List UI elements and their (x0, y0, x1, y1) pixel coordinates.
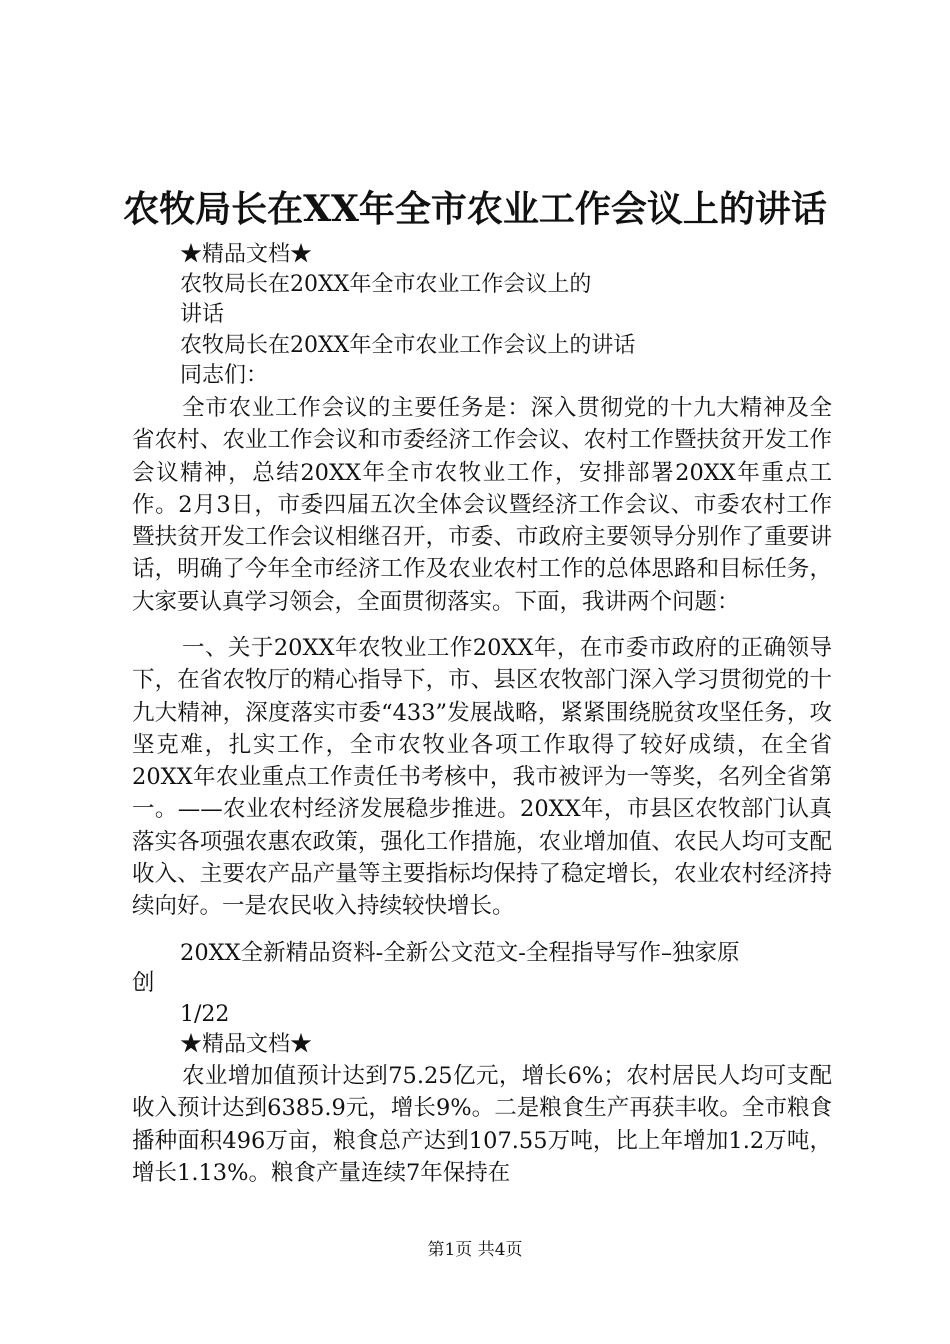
paragraph-statistics: 农业增加值预计达到75.25亿元，增长6%；农村居民人均可支配收入预计达到6385.9元，增长9%。二是粮食生产再获丰收。全市粮食播种面积496万亩，粮食总产达到107.55万吨，比上年增加1.2万吨，增长1.13%。粮食产量连续7年保持在 (132, 1063, 832, 1186)
paragraph-intro: 全市农业工作会议的主要任务是：深入贯彻党的十九大精神及全省农村、农业工作会议和市委经济工作会议、农村工作暨扶贫开发工作会议精神，总结20XX年全市农牧业工作，安排部署20XX年重点工作。2月3日，市委四届五次全体会议暨经济工作会议、市委农村工作暨扶贫开发工作会议相继召开，市委、市政府主要领导分别作了重要讲话，明确了今年全市经济工作及农业农村工作的总体思路和目标任务，大家要认真学习领会，全面贯彻落实。下面，我讲两个问题： (132, 395, 832, 615)
page-marker: 1/22 (180, 1002, 230, 1027)
premium-badge: ★精品文档★ (180, 242, 313, 267)
page-footer: 第1页 共4页 (427, 1240, 523, 1260)
subtitle-full: 农牧局长在20XX年全市农业工作会议上的讲话 (180, 333, 636, 358)
promo-line-1: 20XX全新精品资料-全新公文范文-全程指导写作–独家原 (180, 940, 740, 966)
salutation: 同志们： (180, 363, 269, 388)
document-title: 农牧局长在XX年全市农业工作会议上的讲话 (123, 188, 827, 230)
paragraph-section-one: 一、关于20XX年农牧业工作20XX年，在市委市政府的正确领导下，在省农牧厅的精心指导下，市、县区农牧部门深入学习贯彻党的十九大精神，深度落实市委“433”发展战略，紧紧围绕脱贫攻坚任务，攻坚克难，扎实工作，全市农牧业各项工作取得了较好成绩，在全省20XX年农业重点工作责任书考核中，我市被评为一等奖，名列全省第一。——农业农村经济发展稳步推进。20XX年，市县区农牧部门认真落实各项强农惠农政策，强化工作措施，农业增加值、农民人均可支配收入、主要农产品产量等主要指标均保持了稳定增长，农业农村经济持续向好。一是农民收入持续较快增长。 (132, 635, 832, 920)
premium-badge-2: ★精品文档★ (180, 1032, 313, 1057)
subtitle-line-2: 讲话 (180, 302, 225, 327)
promo-line-2: 创 (132, 970, 155, 996)
subtitle-line-1: 农牧局长在20XX年全市农业工作会议上的 (180, 272, 592, 297)
